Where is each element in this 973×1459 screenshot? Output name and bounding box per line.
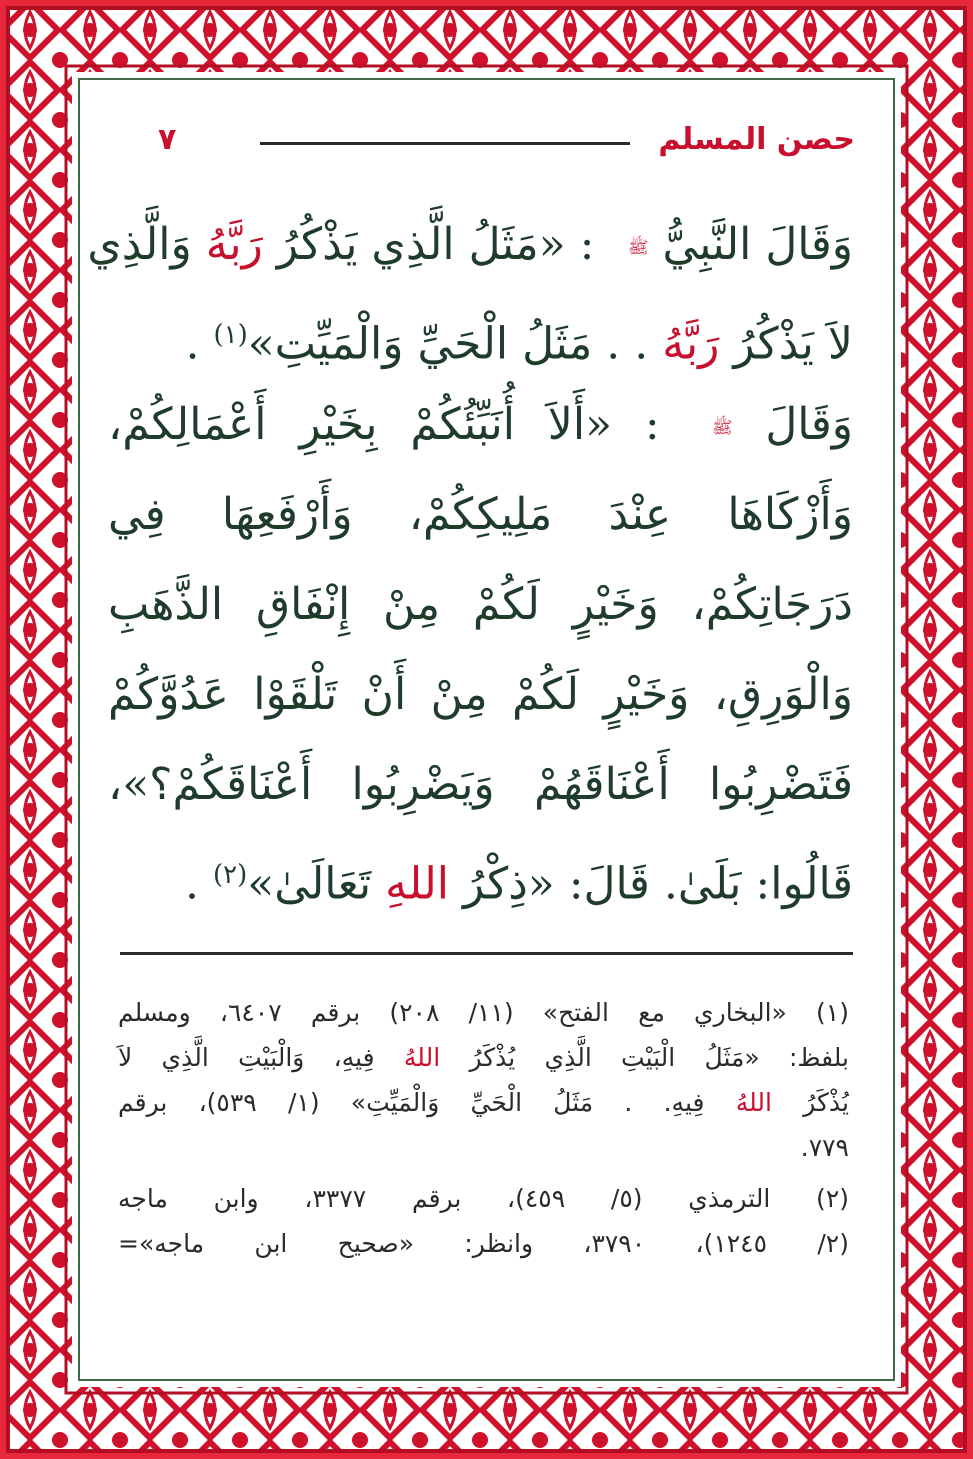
text-line-3: وَقَالَ ﷺ : «أَلاَ أُنَبِّئُكُمْ بِخَيْرِ أَعْمَالِكُمْ، xyxy=(108,399,853,450)
red-word: رَبَّهُ xyxy=(662,318,720,370)
text-line-5: دَرَجَاتِكُمْ، وَخَيْرٍ لَكُمْ مِنْ إِنْفَاقِ الذَّهَبِ xyxy=(108,579,853,630)
text-line-4: وَأَزْكَاهَا عِنْدَ مَلِيكِكُمْ، وَأَرْفَعِهَا فِي xyxy=(108,489,853,540)
salawat-glyph: ﷺ xyxy=(711,417,733,438)
text-line-7: فَتَضْرِبُوا أَعْنَاقَهُمْ وَيَضْرِبُوا أَعْنَاقَكُمْ؟»، xyxy=(108,759,853,810)
footnote-divider xyxy=(120,952,853,955)
red-word: اللهِ xyxy=(385,858,449,910)
red-word: اللهُ xyxy=(403,1043,441,1072)
footnote-ref-2: (٢) xyxy=(213,860,248,890)
page-number: ٧ xyxy=(158,122,177,157)
footnote-ref-1: (١) xyxy=(213,320,248,350)
text-line-6: وَالْوَرِقِ، وَخَيْرٍ لَكُمْ مِنْ أَنْ تَلْقَوْا عَدُوَّكُمْ xyxy=(108,669,853,720)
text-line-1: وَقَالَ النَّبِيُّ ﷺ : «مَثَلُ الَّذِي يَذْكُرُ رَبَّهُ وَالَّذِي xyxy=(87,219,853,270)
red-word: رَبَّهُ xyxy=(205,219,263,270)
text-line-2: لاَ يَذْكُرُ رَبَّهُ . . مَثَلُ الْحَيِّ وَالْمَيِّتِ»$^{(١)}$ . xyxy=(185,318,853,370)
header-rule xyxy=(260,142,630,145)
footnotes xyxy=(118,990,849,1272)
book-title: حصن المسلم xyxy=(658,122,855,157)
red-word: اللهُ xyxy=(735,1088,772,1117)
footnote-1: (١) «البخاري مع الفتح» (١١/ ٢٠٨) برقم ٦٤٠٧، ومسلم بلفظ: «مَثَلُ الْبَيْتِ الَّذِي يُذْكَرُ اللهُ فِيهِ، وَالْبَيْتِ الَّذِي لاَ يُذْكَرُ اللهُ فِيهِ. . مَثَلُ الْحَيِّ وَالْمَيِّتِ» (١/ ٥٣٩)، برقم ٧٧٩. xyxy=(118,998,850,1162)
main-text xyxy=(87,200,853,920)
salawat-glyph: ﷺ xyxy=(627,237,649,258)
text-line-8: قَالُوا: بَلَىٰ. قَالَ: «ذِكْرُ اللهِ تَعَالَىٰ»$^{(٢)}$ . xyxy=(185,858,853,910)
footnote-2: (٢) الترمذي (٥/ ٤٥٩)، برقم ٣٣٧٧، وابن ماجه (٢/ ١٢٤٥)، ٣٧٩٠، وانظر: «صحيح ابن ماجه»= xyxy=(118,1184,850,1258)
page-header xyxy=(98,118,855,162)
